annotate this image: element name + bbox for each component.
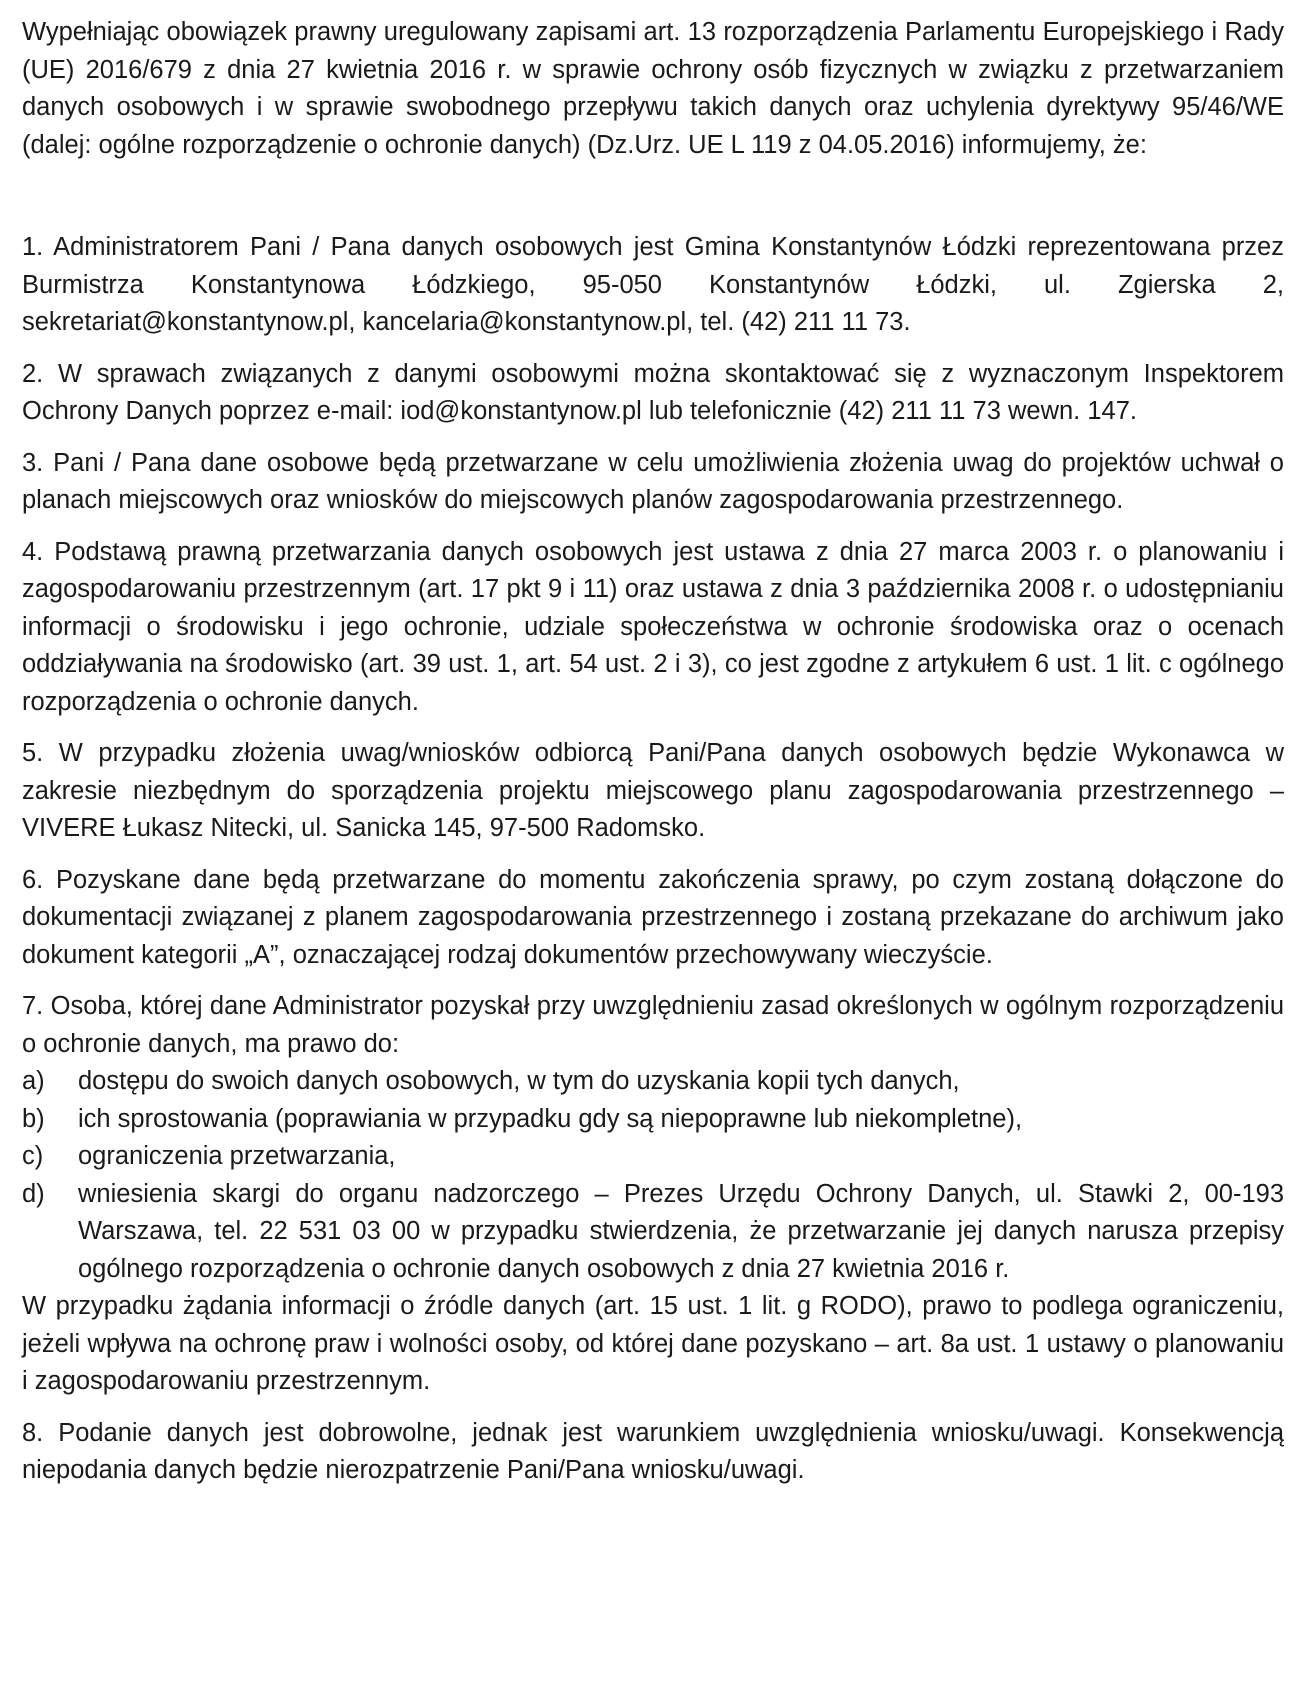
rights-list (22, 1063, 1284, 1288)
rights-marker: b) (22, 1104, 45, 1133)
rights-item-b (22, 1101, 1284, 1139)
clause-5: 5. W przypadku złożenia uwag/wniosków odbiorcą Pani/Pana danych osobowych będzie Wykonawca w zakresie niezbędnym do sporządzenia projektu miejscowego planu zagospodarowania przestrzennego – VIVERE Łukasz Nitecki, ul. Sanicka 145, 97-500 Radomsko. (22, 739, 1284, 842)
rights-item-c (22, 1138, 1284, 1176)
rights-text: ograniczenia przetwarzania, (78, 1142, 396, 1170)
clause-3: 3. Pani / Pana dane osobowe będą przetwarzane w celu umożliwienia złożenia uwag do projektów uchwał o planach miejscowych oraz wniosków do miejscowych planów zagospodarowania przestrzennego. (22, 448, 1284, 514)
rights-marker: a) (22, 1067, 45, 1095)
clause-6: 6. Pozyskane dane będą przetwarzane do momentu zakończenia sprawy, po czym zostaną dołączone do dokumentacji związanej z planem zagospodarowania przestrzennego i zostaną przekazane do archiwum jako dokument kategorii „A”, oznaczającej rodzaj dokumentów przechowywany wieczyście. (22, 865, 1284, 969)
document-page (22, 14, 1284, 1490)
clause-2: 2. W sprawach związanych z danymi osobowymi można skontaktować się z wyznaczonym Inspektorem Ochrony Danych poprzez e-mail: iod@konstantynow.pl lub telefonicznie (42) 211 11 73 wewn. 147. (22, 359, 1284, 425)
rights-marker: c) (22, 1142, 44, 1170)
rights-marker: d) (22, 1179, 45, 1208)
rights-text: dostępu do swoich danych osobowych, w tym do uzyskania kopii tych danych, (78, 1067, 960, 1095)
source-restriction-paragraph: W przypadku żądania informacji o źródle danych (art. 15 ust. 1 lit. g RODO), prawo to podlega ograniczeniu, jeżeli wpływa na ochronę praw i wolności osoby, od której dane pozyskano – art. 8a ust. 1 ustawy o planowaniu i zagospodarowaniu przestrzennym. (22, 1292, 1284, 1395)
clause-8: 8. Podanie danych jest dobrowolne, jednak jest warunkiem uwzględnienia wniosku/uwagi. Konsekwencją niepodania danych będzie nierozpatrzenie Pani/Pana wniosku/uwagi. (22, 1418, 1284, 1484)
rights-item-a (22, 1063, 1284, 1101)
intro-paragraph: Wypełniając obowiązek prawny uregulowany zapisami art. 13 rozporządzenia Parlamentu Europejskiego i Rady (UE) 2016/679 z dnia 27 kwietnia 2016 r. w sprawie ochrony osób fizycznych w związku z przetwarzaniem danych osobowych i w sprawie swobodnego przepływu takich danych oraz uchylenia dyrektywy 95/46/WE (dalej: ogólne rozporządzenie o ochronie danych) (Dz.Urz. UE L 119 z 04.05.2016) informujemy, że: (22, 18, 1284, 159)
rights-text: ich sprostowania (poprawiania w przypadku gdy są niepoprawne lub niekompletne), (78, 1104, 1023, 1133)
clause-4: 4. Podstawą prawną przetwarzania danych osobowych jest ustawa z dnia 27 marca 2003 r. o planowaniu i zagospodarowaniu przestrzennym (art. 17 pkt 9 i 11) oraz ustawa z dnia 3 października 2008 r. o udostępnianiu informacji o środowisku i jego ochronie, udziale społeczeństwa w ochronie środowiska oraz o ocenach oddziaływania na środowisko (art. 39 ust. 1, art. 54 ust. 2 i 3), co jest zgodne z artykułem 6 ust. 1 lit. c ogólnego rozporządzenia o ochronie danych. (22, 537, 1284, 716)
rights-item-d (22, 1176, 1284, 1289)
clause-7: 7. Osoba, której dane Administrator pozyskał przy uwzględnieniu zasad określonych w ogólnym rozporządzeniu o ochronie danych, ma prawo do: (22, 992, 1284, 1058)
clause-1: 1. Administratorem Pani / Pana danych osobowych jest Gmina Konstantynów Łódzki reprezentowana przez Burmistrza Konstantynowa Łódzkiego, 95-050 Konstantynów Łódzki, ul. Zgierska 2, sekretariat@konstantynow.pl, kancelaria@konstantynow.pl, tel. (42) 211 11 73. (22, 233, 1284, 336)
rights-text: wniesienia skargi do organu nadzorczego – Prezes Urzędu Ochrony Danych, ul. Stawki 2, 00-193 Warszawa, tel. 22 531 03 00 w przypadku stwierdzenia, że przetwarzanie jej danych narusza przepisy ogólnego rozporządzenia o ochronie danych osobowych z dnia 27 kwietnia 2016 r. (78, 1179, 1284, 1283)
